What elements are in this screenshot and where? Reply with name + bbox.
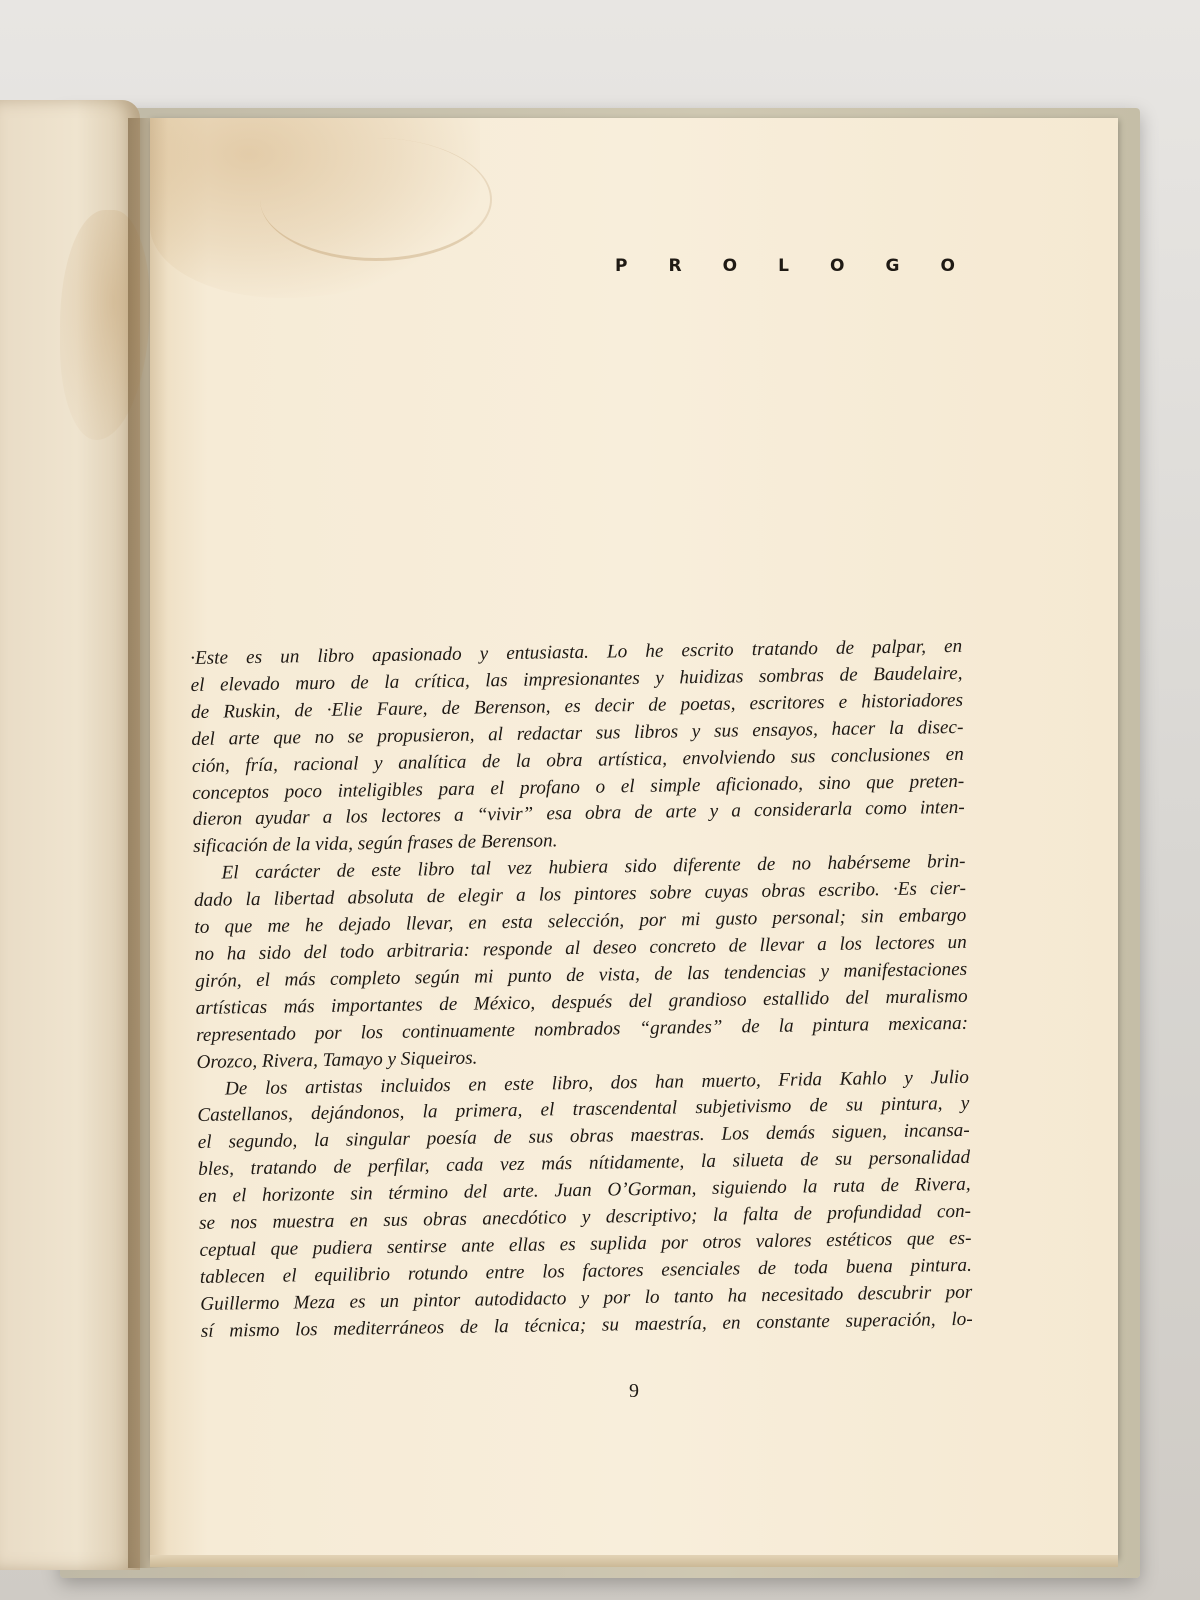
left-page bbox=[0, 100, 140, 1570]
body-text bbox=[190, 634, 973, 1346]
text-line: en el horizonte sin término del arte. Juan O’Gorman, siguiendo la ruta de Rivera, bbox=[198, 1173, 971, 1208]
title-letter: P bbox=[615, 256, 628, 276]
page-number: 9 bbox=[629, 1380, 639, 1402]
page-title bbox=[615, 256, 955, 276]
book-gutter bbox=[128, 118, 168, 1568]
paragraph-2 bbox=[193, 849, 968, 1076]
paragraph-3 bbox=[197, 1064, 973, 1345]
text-line: el segundo, la singular poesía de sus obras maestras. Los demás siguen, incansa- bbox=[197, 1120, 970, 1154]
text-line: tablecen el equilibrio rotundo entre los factores esenciales de toda buena pintura. bbox=[199, 1254, 972, 1288]
title-letter: O bbox=[829, 256, 845, 276]
text-line: representado por los continuamente nombrados “grandes” de la pintura mexicana: bbox=[195, 1012, 969, 1046]
text-line: se nos muestra en sus obras anecdótico y descriptivo; la falta de profundidad con- bbox=[198, 1200, 972, 1234]
text-line: ción, fría, racional y analítica de la obra artística, envolviendo sus conclusiones en bbox=[191, 743, 964, 777]
text-line: Orozco, Rivera, Tamayo y Siqueiros. bbox=[196, 1047, 478, 1073]
text-line: girón, el más completo según mi punto de vista, de las tendencias y manifestaciones bbox=[195, 958, 968, 992]
text-line: De los artistas incluidos en este libro, dos han muerto, Frida Kahlo y Julio bbox=[224, 1066, 970, 1100]
text-line: bles, tratando de perfilar, cada vez más nítidamente, la silueta de su personalidad bbox=[198, 1147, 971, 1181]
text-line: Guillermo Meza es un pintor autodidacto y por lo tanto ha necesitado descubrir por bbox=[200, 1281, 973, 1315]
text-line: El carácter de este libro tal vez hubiera sido diferente de no habérseme brin- bbox=[221, 851, 966, 884]
title-letter: R bbox=[668, 256, 682, 276]
text-line: del arte que no se propusieron, al redactar sus libros y sus ensayos, hacer la disec- bbox=[191, 716, 964, 750]
title-letter: O bbox=[940, 256, 955, 276]
text-line: dieron ayudar a los lectores a “vivir” esa obra de arte y a considerarla como inten- bbox=[192, 797, 965, 831]
paragraph-1 bbox=[190, 634, 965, 861]
text-line: sí mismo los mediterráneos de la técnica; su maestría, en constante superación, lo- bbox=[200, 1308, 973, 1342]
text-line: ·Este es un libro apasionado y entusiasta. Lo he escrito tratando de palpar, en bbox=[190, 635, 963, 669]
title-letter: O bbox=[722, 256, 738, 276]
text-line: conceptos poco inteligibles para el profano o el simple aficionado, sino que preten- bbox=[192, 770, 965, 804]
text-line: de Ruskin, de ·Elie Faure, de Berenson, es decir de poetas, escritores e historiadores bbox=[190, 689, 964, 723]
text-line: Castellanos, dejándonos, la primera, el trascendental subjetivismo de su pintura, y bbox=[197, 1093, 970, 1127]
title-letter: L bbox=[778, 256, 789, 276]
water-stain-edge bbox=[260, 138, 492, 261]
page-bottom-edge bbox=[150, 1555, 1118, 1567]
title-letter: G bbox=[885, 256, 900, 276]
text-line: ceptual que pudiera sentirse ante ellas es suplida por otros valores estéticos que es- bbox=[199, 1227, 972, 1261]
book-page bbox=[150, 118, 1118, 1558]
text-line: el elevado muro de la crítica, las impresionantes y huidizas sombras de Baudelaire, bbox=[190, 662, 963, 696]
text-line: to que me he dejado llevar, en esta selección, por mi gusto personal; sin embargo bbox=[194, 904, 967, 939]
text-line: sificación de la vida, según frases de Berenson. bbox=[192, 830, 558, 858]
text-line: no ha sido del todo arbitraria: responde al deseo concreto de llevar a los lectores un bbox=[194, 931, 967, 965]
text-line: dado la libertad absoluta de elegir a los pintores sobre cuyas obras escribo. ·Es cier- bbox=[193, 878, 967, 912]
text-line: artísticas más importantes de México, después del grandioso estallido del muralismo bbox=[195, 985, 968, 1019]
